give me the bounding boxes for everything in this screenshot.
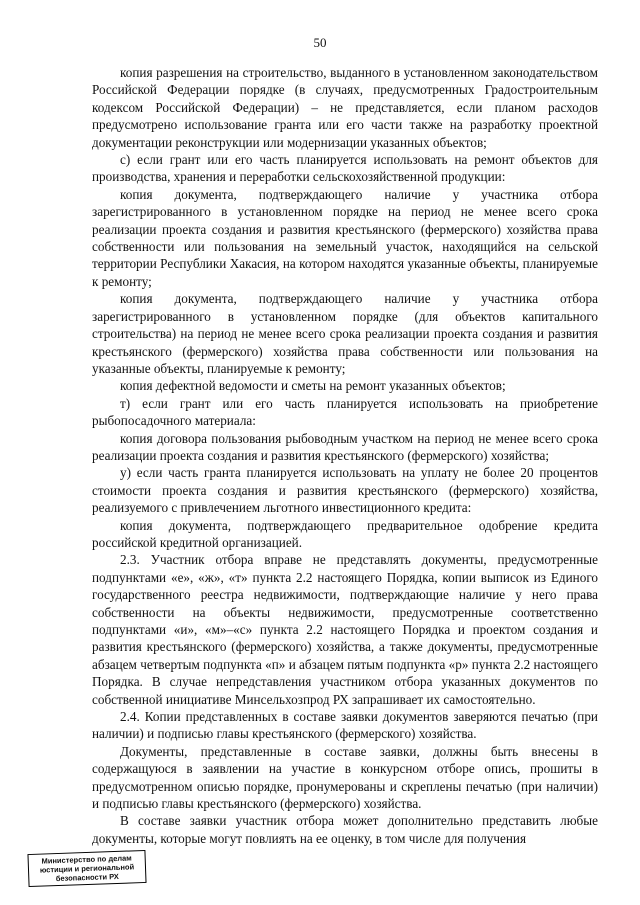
- stamp-line: безопасности РХ: [55, 871, 119, 884]
- paragraph: копия документа, подтверждающего наличие у участника отбора зарегистрированного в установленном порядке на период не менее всего срока реализации проекта создания и развития крестьянского (фермерского) хозяйства права собственности или пользования на земельный участок, находящийся на сельской территории Республики Хакасия, на котором находятся указанные объекты, планируемые к ремонту;: [92, 186, 598, 289]
- paragraph: копия разрешения на строительство, выданного в установленном законодательством Российской Федерации порядке (в случаях, предусмотренных Градостроительным кодексом Российской Федерации) – не представляется, если планом расходов предусмотрено использование гранта или его части также на разработку проектной документации реконструкции или модернизации указанных объектов;: [92, 65, 598, 150]
- paragraph: т) если грант или его часть планируется использовать на приобретение рыбопосадочного материала:: [92, 395, 598, 429]
- paragraph: В составе заявки участник отбора может дополнительно представить любые документы, которые могут повлиять на ее оценку, в том числе для получения: [92, 813, 598, 846]
- stamp-line: Министерство по делам: [41, 853, 132, 866]
- ministry-stamp: [27, 850, 146, 887]
- paragraph: Документы, представленные в составе заявки, должны быть внесены в содержащуюся в заявлении на участие в конкурсном отборе опись, прошиты в предусмотренном описью порядке, пронумерованы и скреплены печатью (при наличии) и подписью главы крестьянского (фермерского) хозяйства.: [92, 743, 598, 812]
- document-body: [92, 64, 598, 847]
- paragraph: копия договора пользования рыбоводным участком на период не менее всего срока реализации проекта создания и развития крестьянского (фермерского) хозяйства;: [92, 430, 598, 463]
- paragraph: с) если грант или его часть планируется использовать на ремонт объектов для производства, хранения и переработки сельскохозяйственной продукции:: [92, 152, 598, 185]
- paragraph: копия документа, подтверждающего предварительное одобрение кредита российской кредитной организацией.: [92, 517, 598, 550]
- paragraph: копия дефектной ведомости и сметы на ремонт указанных объектов;: [120, 378, 506, 394]
- paragraph-2-4: 2.4. Копии представленных в составе заявки документов заверяются печатью (при наличии) и подписью главы крестьянского (фермерского) хозяйства.: [92, 709, 598, 742]
- paragraph-2-3: 2.3. Участник отбора вправе не представлять документы, предусмотренные подпунктами «е», «ж», «т» пункта 2.2 настоящего Порядка, копии выписок из Единого государственного реестра недвижимости, подтверждающие наличие у него права собственности на объекты недвижимости, предусмотренные соответственно подпунктами «и», «м»–«с» пункта 2.2 настоящего Порядка и проектом создания и развития крестьянского (фермерского) хозяйства, а также документы, предусмотренные абзацем четвертым подпункта «п» и абзацем пятым подпункта «р» пункта 2.2 настоящего Порядка. В случае непредставления участником отбора указанных документов по собственной инициативе Минсельхозпрод РХ запрашивает их самостоятельно.: [92, 552, 598, 707]
- paragraph: копия документа, подтверждающего наличие у участника отбора зарегистрированного в установленном порядке (для объектов капитального строительства) на период не менее всего срока реализации проекта создания и развития крестьянского (фермерского) хозяйства права собственности или пользования на указанные объекты, планируемые к ремонту;: [92, 291, 598, 376]
- stamp-line: юстиции и региональной: [39, 862, 135, 875]
- page-number: 50: [313, 35, 327, 50]
- paragraph: у) если часть гранта планируется использовать на уплату не более 20 процентов стоимости проекта создания и развития крестьянского (фермерского) хозяйства, реализуемого с привлечением льготного инвестиционного кредита:: [92, 465, 598, 516]
